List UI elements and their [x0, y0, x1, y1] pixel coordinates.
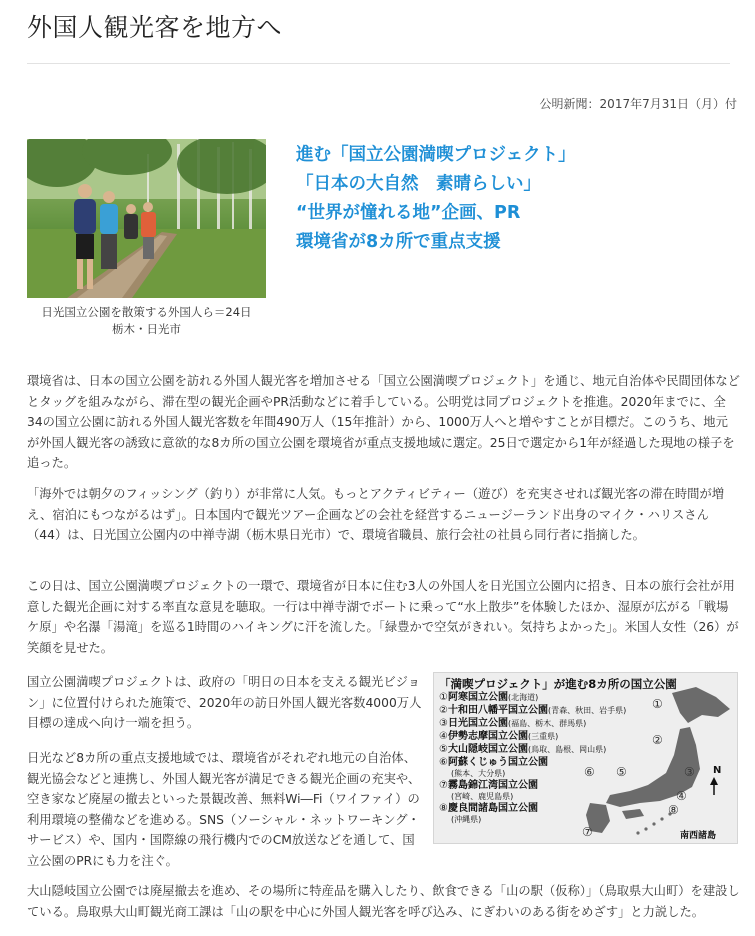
- article-paragraph: 日光など8カ所の重点支援地域では、環境省がそれぞれ地元の自治体、観光協会などと連携し、外国人観光客が満足できる観光企画の充実や、空き家など廃屋の撤去といった景観改善、無料Wi―Fi（ワイファイ）の利用環境の整備などを進める。SNS（ソーシャル・ネットワーキング・サービス）や、国内・国際線の飛行機内でのCM放送などを通して、国立公園のPRにも力を注ぐ。: [27, 751, 421, 868]
- islands-label: 南西諸島: [680, 831, 717, 841]
- park-item: ①阿寒国立公園(北海道): [439, 692, 539, 703]
- headline-line: 「日本の大自然 素晴らしい」: [296, 174, 541, 194]
- map-title: 「満喫プロジェクト」が進む8カ所の国立公園: [439, 677, 677, 691]
- title-divider: [27, 63, 730, 64]
- hokkaido-shape: [672, 687, 730, 723]
- park-item: ④伊勢志摩国立公園(三重県): [439, 731, 559, 742]
- article-paragraph: この日は、国立公園満喫プロジェクトの一環で、環境省が日本に住む3人の外国人を日光国立公園内に招き、日本の旅行会社が用意した観光企画に対する率直な意見を聴取。一行は中禅寺湖でボートに乗って“水上散歩”を体験したほか、湿原が広がる「戦場ケ原」や名瀑「湯滝」を巡る1時間のハイキングに汗を流した。「緑豊かで空気がきれい。気持ちよかった」。米国人女性（26）が笑顔を見せた。: [27, 579, 739, 655]
- map-marker: ③: [684, 765, 695, 779]
- national-parks-map: [433, 672, 738, 844]
- map-marker: ④: [676, 789, 687, 803]
- photo-caption: [27, 304, 266, 338]
- headline-line: 環境省が8カ所で重点支援: [296, 232, 501, 252]
- map-marker: ⑤: [616, 765, 627, 779]
- photo-caption-line1: 日光国立公園を散策する外国人ら＝24日: [41, 305, 252, 319]
- publication-date: 公明新聞：2017年7月31日（月）付: [539, 97, 737, 111]
- park-item: ③日光国立公園(福島、栃木、群馬県): [439, 718, 587, 729]
- park-item: ⑦霧島錦江湾国立公園 (宮崎、鹿児島県): [439, 780, 538, 801]
- park-item: ②十和田八幡平国立公園(青森、秋田、岩手県): [439, 705, 627, 716]
- map-marker: ①: [652, 697, 663, 711]
- map-marker: ⑧: [668, 803, 679, 817]
- article-paragraph: 環境省は、日本の国立公園を訪れる外国人観光客を増加させる「国立公園満喫プロジェクト」を通じ、地元自治体や民間団体などとタッグを組みながら、滞在型の観光企画やPR活動などに着手している。公明党は同プロジェクトを推進。2020年までに、全34の国立公園に訪れる外国人観光客数を年間490万人（15年推計）から、1000万人へと増やすことが目標だ。このうち、地元が外国人観光客の誘致に意欲的な8カ所の国立公園を環境省が重点支援地域に選定。25日で選定から1年が経過した現地の様子を追った。: [27, 374, 740, 470]
- park-item: ⑤大山隠岐国立公園(鳥取、島根、岡山県): [439, 744, 607, 755]
- shikoku-shape: [622, 809, 644, 819]
- hikers-photo-illustration: [27, 139, 266, 298]
- headline-line: “世界が憧れる地”企画、PR: [296, 203, 521, 223]
- park-item: ⑥阿蘇くじゅう国立公園 (熊本、大分県): [439, 757, 548, 778]
- article-paragraph: 大山隠岐国立公園では廃屋撤去を進め、その場所に特産品を購入したり、飲食できる「山の駅（仮称）」（鳥取県大山町）を建設している。鳥取県大山町観光商工課は「山の駅を中心に外国人観光客を呼び込み、にぎわいのある街をめざす」と力説した。: [27, 884, 740, 919]
- map-marker: ⑦: [582, 825, 593, 839]
- map-marker: ⑥: [584, 765, 595, 779]
- photo-caption-line2: 栃木・日光市: [112, 322, 181, 336]
- article-paragraph: 「海外では朝夕のフィッシング（釣り）が非常に人気。もっとアクティビティー（遊び）を充実させれば観光客の滞在時間が増え、宿泊にもつながるはず」。日本国内で観光ツアー企画などの会社を経営するニュージーランド出身のマイク・ハリスさん（44）は、日光国立公園内の中禅寺湖（栃木県日光市）で、環境省職員、旅行会社の社員ら同行者に指摘した。: [27, 487, 725, 542]
- article-title: 外国人観光客を地方へ: [27, 13, 283, 42]
- headline-line: 進む「国立公園満喫プロジェクト」: [296, 145, 576, 165]
- map-marker: ②: [652, 733, 663, 747]
- article-photo: [27, 139, 266, 298]
- headline-block: [296, 141, 736, 257]
- article-paragraph: 国立公園満喫プロジェクトは、政府の「明日の日本を支える観光ビジョン」に位置付けられた施策で、2020年の訪日外国人観光客数4000万人目標の達成へ向け一端を担う。: [27, 675, 422, 730]
- park-item: ⑧慶良間諸島国立公園 (沖縄県): [439, 803, 538, 824]
- north-label: N: [713, 765, 722, 776]
- park-list: [439, 691, 627, 825]
